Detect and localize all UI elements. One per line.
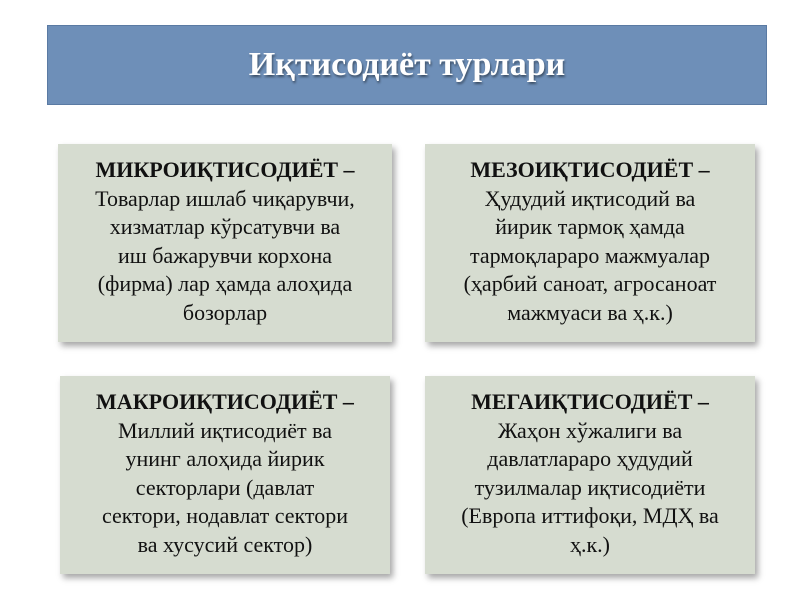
card-heading: МЕГАИҚТИСОДИЁТ – <box>471 389 709 414</box>
title-banner <box>47 25 767 105</box>
card-megaeconomics <box>425 376 755 574</box>
card-line: давлатлараро ҳудудий <box>487 446 693 471</box>
slide-title: Иқтисодиёт турлари <box>248 46 566 83</box>
card-microeconomics <box>58 144 392 342</box>
card-line: секторлари (давлат <box>135 474 315 500</box>
card-line: хизматлар кўрсатувчи ва <box>109 214 341 239</box>
card-line: Товарлар ишлаб чиқарувчи, <box>95 185 355 211</box>
card-line: иш бажарувчи корхона <box>117 242 332 268</box>
card-line: (ҳарбий саноат, агросаноат <box>463 271 717 296</box>
card-line: мажмуаси ва ҳ.к.) <box>507 299 673 325</box>
card-line: ҳ.к.) <box>569 531 610 557</box>
card-line: сектори, нодавлат сектори <box>101 503 349 528</box>
card-line: унинг алоҳида йирик <box>125 446 325 471</box>
card-line: Миллий иқтисодиёт ва <box>117 417 333 443</box>
card-line: ва хусусий сектор) <box>137 531 313 557</box>
card-line: Ҳудудий иқтисодий ва <box>484 185 696 211</box>
card-heading: МИКРОИҚТИСОДИЁТ – <box>95 157 355 182</box>
card-line: бозорлар <box>182 299 268 325</box>
card-line: тузилмалар иқтисодиёти <box>474 474 706 500</box>
card-line: тармоқлараро мажмуалар <box>469 242 710 268</box>
card-line: (Европа иттифоқи, МДҲ ва <box>461 503 719 528</box>
card-macroeconomics <box>60 376 390 574</box>
card-mesoeconomics <box>425 144 755 342</box>
card-line: Жаҳон хўжалиги ва <box>497 417 683 443</box>
card-line: (фирма) лар ҳамда алоҳида <box>97 271 353 296</box>
card-line: йирик тармоқ ҳамда <box>495 214 685 239</box>
card-heading: МЕЗОИҚТИСОДИЁТ – <box>470 157 710 182</box>
card-heading: МАКРОИҚТИСОДИЁТ – <box>96 389 354 414</box>
